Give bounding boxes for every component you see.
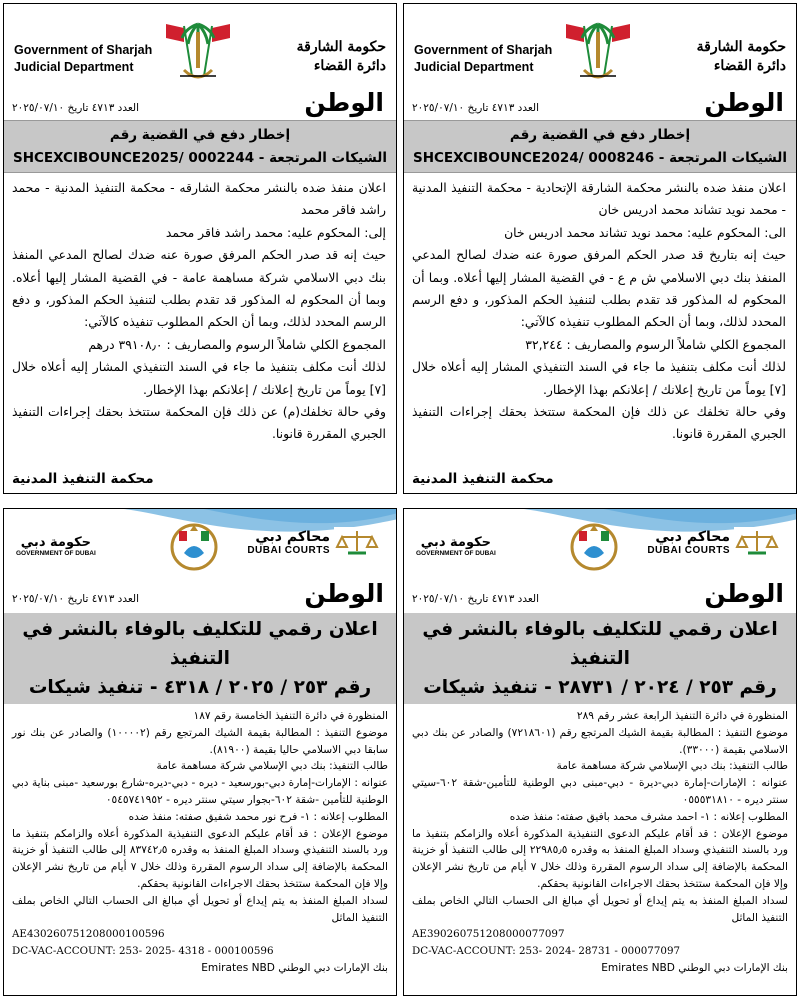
scales-icon (734, 527, 780, 557)
dubai-notice-2 (3, 508, 397, 996)
dubai-courts-logo: محاكم دبي DUBAI COURTS (247, 529, 380, 556)
iban: AE390260751208000077097 (412, 928, 565, 941)
masthead (4, 88, 396, 120)
notice-title: إخطار دفع في القضية رقم SHCEXCIBOUNCE2024/ 0008246 - الشيكات المرتجعة (404, 120, 796, 173)
sharjah-emblem-icon (562, 16, 634, 88)
newspaper-logo: الوطن (704, 579, 784, 608)
sharjah-notice-1 (403, 3, 797, 494)
court-signature: محكمة التنفيذ المدنية (412, 471, 554, 487)
newspaper-logo: الوطن (304, 88, 384, 117)
sharjah-header (404, 4, 796, 88)
issue-date: العدد ٤٧١٣ تاريخ ٢٠٢٥/٠٧/١٠ (12, 593, 140, 605)
bank-name: بنك الإمارات دبي الوطني Emirates NBD (601, 961, 788, 974)
notice-body: اعلان منفذ ضده بالنشر محكمة الشارقة الإتحادية - محكمة التنفيذ المدنية - محمد نويد تشاند محمد ادريس خان الى: المحكوم عليه: محمد نويد تشاند محمد ادريس خان حيث إنه بتاريخ قد صدر الحكم المرفق صورة عنه ضدك لصالح المدعي المنفذ بنك دبي الاسلامي ش م ع - في القضية المشار إليها أعلاه. وبما أن المحكوم له المذكور قد تقدم بطلب لتنفيذ الحكم المذكور، و دفع الرسم المحدد لذلك، وبما أن الحكم المطلوب تنفيذه كالآتي: المجموع الكلي شاملاً الرسوم والمصاريف : ٣٢,٢٤٤ لذلك أنت مكلف بتنفيذ ما جاء في السند التنفيذي المشار إليه أعلاه خلال [٧] يوماً من تاريخ إعلانك / إعلانكم بهذا الإخطار. وفي حالة تخلفك عن ذلك فإن المحكمة ستتخذ بحقك إجراءات التنفيذ الجبري المقررة قانونا. (412, 180, 786, 442)
masthead (404, 88, 796, 120)
dubai-header (4, 509, 396, 579)
notice-title: اعلان رقمي للتكليف بالوفاء بالنشر في التنفيذ رقم ٢٥٣ / ٢٠٢٤ / ٢٨٧٣١ - تنفيذ شيكات (404, 613, 796, 704)
dubai-gov-logo: حكومة دبي GOVERNMENT OF DUBAI (416, 535, 496, 557)
iban: AE430260751208000100596 (12, 928, 165, 941)
sharjah-gov-name-ar: حكومة الشارقة دائرة القضاء (296, 39, 386, 74)
court-signature: محكمة التنفيذ المدنية (12, 471, 154, 487)
issue-date: العدد ٤٧١٣ تاريخ ٢٠٢٥/٠٧/١٠ (412, 102, 540, 114)
account-number: DC-VAC-ACCOUNT: 253- 2024- 28731 - 000077097 (412, 945, 681, 958)
sharjah-emblem-icon (162, 16, 234, 88)
masthead (4, 579, 396, 611)
dubai-notice-1 (403, 508, 797, 996)
scales-icon (334, 527, 380, 557)
dubai-courts-logo: محاكم دبي DUBAI COURTS (647, 529, 780, 556)
account-number: DC-VAC-ACCOUNT: 253- 2025- 4318 - 000100596 (12, 945, 274, 958)
notice-body: المنظورة في دائرة التنفيذ الخامسة رقم ١٨٧ موضوع التنفيذ : المطالبة بقيمة الشيك المرتجع رقم (١٠٠٠٠٢) والصادر عن بنك نور سابقا دبي الاسلامي حاليا بقيمة (٨١٩٠٠). طالب التنفيذ: بنك دبي الإسلامي شركة مساهمة عامة عنوانه : الإمارات-إمارة دبي-بورسعيد - ديره - دبي-ديره-شارع بورسعيد -مبنى بناية دبي الوطنية للتأمين -شقة ٦٠٢-بجوار سيتي سنتر ديره - ٠٥٤٥٧٤١٩٥٢ المطلوب إعلانه : ١- فرح نور محمد شفيق صفته: منفذ ضده موضوع الإعلان : قد أقام عليكم الدعوى التنفيذية المذكورة أعلاه والزامكم بتنفيذ ما ورد بالسند التنفيذي وسداد المبلغ المنفذ به وقدره ٨٣٧٤٢٫٥ إلى طالب التنفيذ أو خزينة المحكمة بالإضافة إلى سداد الرسوم المقررة وذلك خلال ٧ أيام من تاريخ نشر الإعلان وإلا فإن المحكمة ستتخذ بحقك الاجراءات القانونية بحقكم. لسداد المبلغ المنفذ به يتم إيداع أو تحويل أي مبالغ الى الحساب التالي الخاص بملف التنفيذ الماثل AE430260751208000100596 DC-VAC-ACCOUNT: 253- 2025- 4318 - 000100596 بنك الإمارات دبي الوطني Emirates NBD (4, 704, 396, 977)
issue-date: العدد ٤٧١٣ تاريخ ٢٠٢٥/٠٧/١٠ (12, 102, 140, 114)
dubai-header (404, 509, 796, 579)
sharjah-gov-name-ar: حكومة الشارقة دائرة القضاء (696, 39, 786, 74)
notice-body: المنظورة في دائرة التنفيذ الرابعة عشر رقم ٢٨٩ موضوع التنفيذ : المطالبة بقيمة الشيك المرتجع رقم (٧٢١٨٦٠١) والصادر عن بنك دبي الاسلامي بقيمة (٣٣٠٠٠). طالب التنفيذ: بنك دبي الإسلامي شركة مساهمة عامة عنوانه : الإمارات-إمارة دبي-ديرة - دبي-مبنى دبي الوطنية للتأمين-شقة ٦٠٢-سيتي سنتر ديره - ٠٥٥٥٣١٨١٠ المطلوب إعلانه : ١- احمد مشرف محمد بافيق صفته: منفذ ضده موضوع الإعلان : قد أقام عليكم الدعوى التنفيذية المذكورة أعلاه والزامكم بتنفيذ ما ورد بالسند التنفيذي وسداد المبلغ المنفذ به وقدره ٢٢٩٨٥٫٥ إلى طالب التنفيذ أو خزينة المحكمة بالإضافة إلى سداد الرسوم المقررة وذلك خلال ٧ أيام من تاريخ نشر الإعلان وإلا فإن المحكمة ستتخذ بحقك الاجراءات القانونية بحقكم. لسداد المبلغ المنفذ به يتم إيداع أو تحويل أي مبالغ الى الحساب التالي الخاص بملف التنفيذ الماثل AE390260751208000077097 DC-VAC-ACCOUNT: 253- 2024- 28731 - 000077097 بنك الإمارات دبي الوطني Emirates NBD (404, 704, 796, 977)
newspaper-logo: الوطن (704, 88, 784, 117)
notice-body: اعلان منفذ ضده بالنشر محكمة الشارقه - محكمة التنفيذ المدنية - محمد راشد فاقر محمد إلى: المحكوم عليه: محمد راشد فاقر محمد حيث إنه قد صدر الحكم المرفق صورة عنه ضدك لصالح المدعي المنفذ بنك دبي الاسلامي شركة مساهمة عامة - في القضية المشار إليها أعلاه. وبما أن المحكوم له المذكور قد تقدم بطلب لتنفيذ الحكم المذكور، و دفع الرسم المحدد لذلك، وبما أن الحكم المطلوب تنفيذه كالآتي: المجموع الكلي شاملاً الرسوم والمصاريف : ٣٩١٠٨٫٠ درهم لذلك أنت مكلف بتنفيذ ما جاء في السند التنفيذي المشار إليه أعلاه خلال [٧] يوماً من تاريخ إعلانك / إعلانكم بهذا الإخطار. وفي حالة تخلفك(م) عن ذلك فإن المحكمة ستتخذ بحقك إجراءات التنفيذ الجبري المقررة قانونا. (12, 180, 386, 442)
sharjah-gov-name-en: Government of Sharjah Judicial Department (14, 43, 153, 74)
masthead (404, 579, 796, 611)
issue-date: العدد ٤٧١٣ تاريخ ٢٠٢٥/٠٧/١٠ (412, 593, 540, 605)
newspaper-logo: الوطن (304, 579, 384, 608)
notice-title: إخطار دفع في القضية رقم SHCEXCIBOUNCE2025/ 0002244 - الشيكات المرتجعة (4, 120, 396, 173)
sharjah-gov-name-en: Government of Sharjah Judicial Department (414, 43, 553, 74)
dubai-emblem-icon (569, 519, 619, 573)
sharjah-notice-2 (3, 3, 397, 494)
sharjah-header (4, 4, 396, 88)
dubai-gov-logo: حكومة دبي GOVERNMENT OF DUBAI (16, 535, 96, 557)
dubai-emblem-icon (169, 519, 219, 573)
bank-name: بنك الإمارات دبي الوطني Emirates NBD (201, 961, 388, 974)
notice-title: اعلان رقمي للتكليف بالوفاء بالنشر في التنفيذ رقم ٢٥٣ / ٢٠٢٥ / ٤٣١٨ - تنفيذ شيكات (4, 613, 396, 704)
